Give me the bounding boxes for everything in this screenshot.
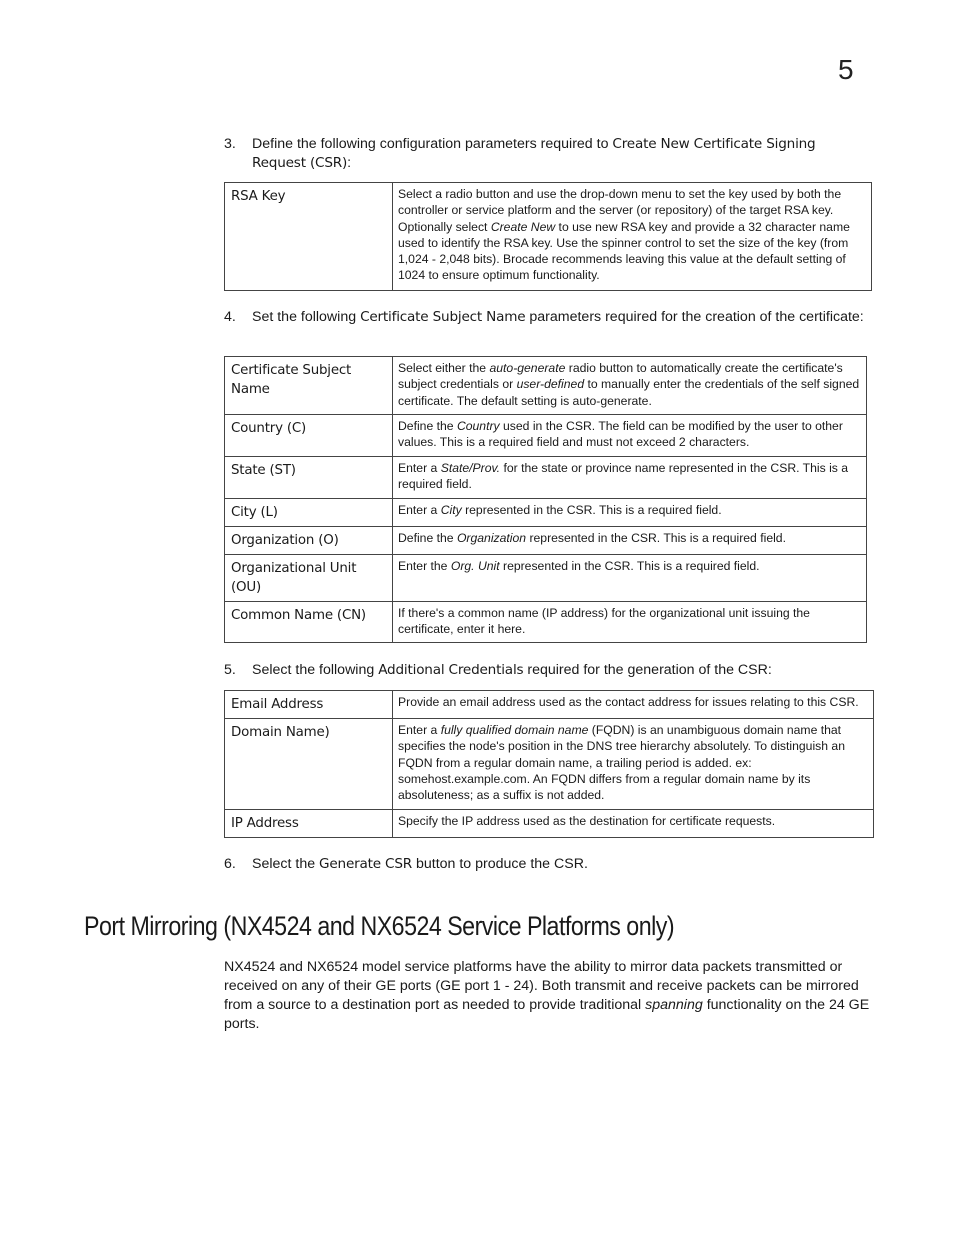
text-run: Enter a (398, 503, 441, 517)
additional-credentials-table (224, 690, 874, 838)
table-row (225, 183, 872, 291)
text-run: to use new RSA key and provide a 32 character name used to identify the RSA key. Use the spinner control to set the size of the key (from 1,024 - 2,048 bits). Brocade recommends leaving this value at the default setting of 1024 to ensure optimum functionality. (398, 219, 850, 283)
certificate-subject-table (224, 356, 867, 643)
step-prefix: Define the following configuration parameters required to (252, 136, 613, 152)
step-4 (224, 308, 864, 327)
text-run: Select a radio button and use the drop-down menu to set the key used by both the controller or service platform and the server (or repository) of the target RSA key. Optionally select (398, 187, 842, 234)
parameter-description (393, 810, 874, 838)
emphasis-text: State/Prov. (440, 461, 501, 475)
step-text (252, 308, 864, 327)
step-suffix: required for the generation of the CSR: (523, 662, 772, 678)
parameter-name: Country (C) (225, 415, 393, 457)
parameter-name: City (L) (225, 499, 393, 527)
emphasis-text: Create New (490, 219, 556, 234)
text-run: represented in the CSR. This is a required field. (461, 503, 722, 517)
text-run: Define the (398, 419, 457, 433)
text-run: If there's a common name (IP address) for the organizational unit issuing the certificate, enter it here. (398, 606, 810, 637)
step-number: 5. (224, 662, 236, 678)
step-suffix: button to produce the CSR. (412, 856, 588, 872)
step-text (252, 661, 864, 680)
parameter-description (393, 602, 867, 643)
parameter-name: IP Address (225, 810, 393, 838)
table-row (225, 499, 867, 527)
table-row (225, 457, 867, 499)
table-row (225, 810, 874, 838)
text-run: Enter a (398, 723, 441, 737)
parameter-name: Certificate Subject Name (225, 357, 393, 415)
text-run: used in the CSR. The field can be modified by the user to other values. This is a required field and must not exceed 2 characters. (398, 419, 843, 450)
text-run: represented in the CSR. This is a required field. (499, 559, 760, 573)
table-row (225, 555, 867, 602)
table-row (225, 357, 867, 415)
emphasis-text: auto-generate (489, 361, 566, 375)
text-run: NX4524 and NX6524 model service platforms have the ability to mirror data packets transmitted or received on any of their GE ports (GE port 1 - 24). Both transmit and receive packets can be mirrored from a source to a destination port as needed to provide traditional (224, 959, 859, 1013)
text-run: to manually enter the credentials of the self signed certificate. The default setting is auto-generate. (398, 377, 860, 408)
step-5 (224, 661, 864, 680)
table-row (225, 691, 874, 719)
chapter-number: 5 (838, 54, 854, 85)
step-number: 6. (224, 856, 236, 872)
emphasis-text: City (440, 503, 462, 517)
step-text (252, 135, 864, 173)
step-prefix: Select the (252, 856, 320, 872)
step-prefix: Select the following (252, 662, 379, 678)
step-suffix: : (347, 155, 352, 171)
rsa-key-table (224, 182, 872, 291)
text-run: Define the (398, 531, 457, 545)
parameter-description (393, 457, 867, 499)
step-prefix: Set the following (252, 309, 361, 325)
parameter-name: Domain Name) (225, 719, 393, 810)
parameter-name: State (ST) (225, 457, 393, 499)
table-row (225, 415, 867, 457)
step-term: Additional Credentials (378, 662, 524, 678)
parameter-description (393, 357, 867, 415)
step-6 (224, 855, 864, 874)
section-heading: Port Mirroring (NX4524 and NX6524 Service Platforms only) (84, 911, 675, 941)
table-row (225, 719, 874, 810)
emphasis-text: Organization (456, 531, 527, 545)
text-run: Select either the (398, 361, 490, 375)
section-paragraph (224, 958, 874, 1034)
parameter-description (393, 555, 867, 602)
table-row (225, 527, 867, 555)
text-run: functionality on the 24 GE ports. (224, 997, 870, 1032)
step-term: Generate CSR (319, 856, 413, 872)
text-run: represented in the CSR. This is a required field. (526, 531, 786, 545)
step-number: 3. (224, 136, 236, 152)
emphasis-text: spanning (645, 997, 703, 1013)
step-term: Create New Certificate Signing Request (CSR) (252, 136, 816, 171)
emphasis-text: user-defined (516, 377, 585, 392)
parameter-name: Organizational Unit (OU) (225, 555, 393, 602)
parameter-description (393, 415, 867, 457)
parameter-description (393, 691, 874, 719)
parameter-name: Organization (O) (225, 527, 393, 555)
parameter-name: Common Name (CN) (225, 602, 393, 643)
text-run: (FQDN) is an unambiguous domain name that specifies the node's position in the DNS tree hierarchy absolutely. To distinguish an FQDN from a regular domain name, a trailing period is added. ex: somehost.example.com. An FQDN differs from a regular domain name by its absoluteness; as a suffix is not added. (398, 723, 845, 803)
parameter-description (393, 527, 867, 555)
text-run: radio button to automatically create the certificate's subject credentials or (398, 361, 843, 392)
text-run: Enter a (398, 461, 441, 475)
text-run: Specify the IP address used as the destination for certificate requests. (398, 814, 776, 828)
parameter-name: Email Address (225, 691, 393, 719)
step-3 (224, 135, 864, 173)
text-run: for the state or province name represented in the CSR. This is a required field. (398, 461, 849, 492)
text-run: Provide an email address used as the contact address for issues relating to this CSR. (398, 695, 859, 709)
parameter-name: RSA Key (225, 183, 393, 291)
step-suffix: parameters required for the creation of the certificate: (525, 309, 864, 325)
emphasis-text: Country (456, 419, 500, 433)
emphasis-text: Org. Unit (450, 559, 500, 573)
step-term: Certificate Subject Name (360, 309, 526, 325)
step-number: 4. (224, 309, 236, 325)
parameter-description (393, 183, 872, 291)
parameter-description (393, 719, 874, 810)
emphasis-text: fully qualified domain name (440, 723, 589, 737)
step-text (252, 855, 864, 874)
text-run: Enter the (398, 559, 451, 573)
table-row (225, 602, 867, 643)
parameter-description (393, 499, 867, 527)
